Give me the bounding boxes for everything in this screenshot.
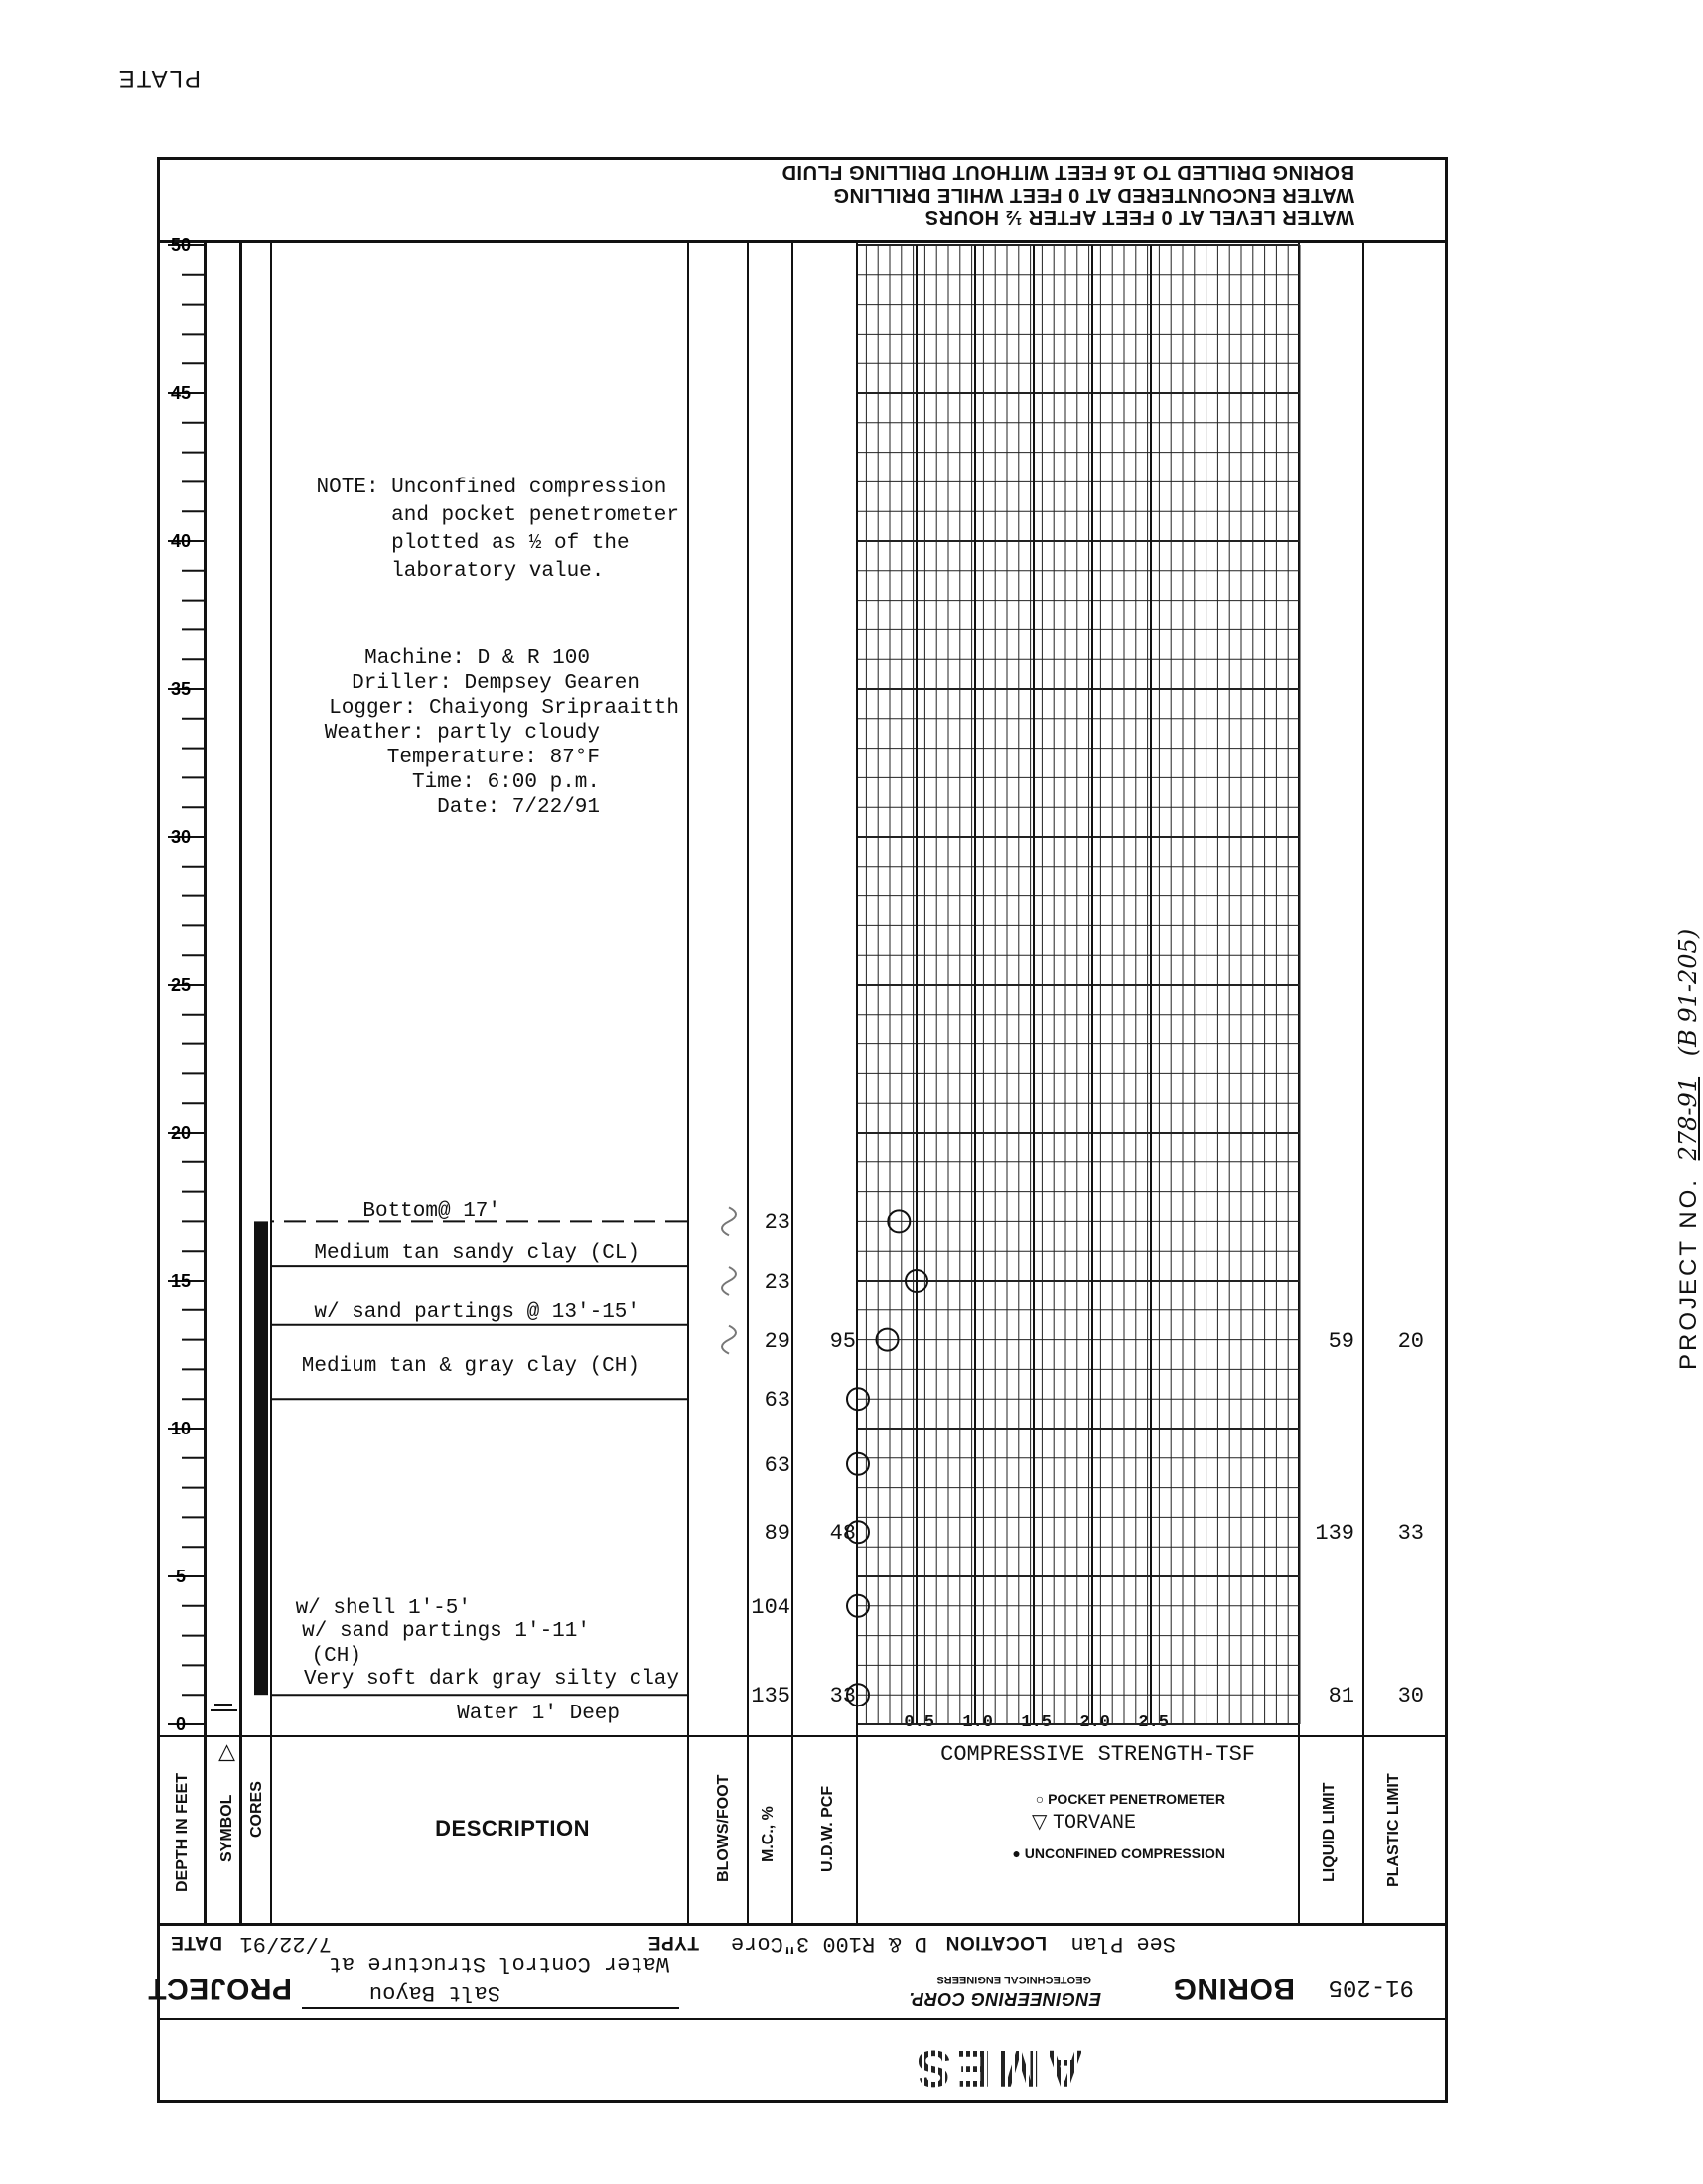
- mc-value: 63: [764, 1388, 790, 1414]
- mc-value: 23: [764, 1270, 790, 1295]
- mc-value: 89: [764, 1521, 790, 1547]
- liquid-limit-header: LIQUID LIMIT: [1321, 1782, 1338, 1882]
- note-temperature: Temperature: 87°F: [386, 747, 600, 769]
- open-circle-icon: ○: [1035, 1791, 1045, 1807]
- note-lab-values: NOTE: Unconfined compression and pocket penetrometer plotted as ½ of the laboratory value.: [316, 477, 679, 583]
- note-weather: Weather: partly cloudy: [324, 722, 600, 745]
- plate-label: PLATE: [116, 66, 201, 92]
- project-no-label: PROJECT NO.: [1675, 1177, 1702, 1370]
- depth-label: 35: [170, 679, 192, 699]
- depth-label: 50: [170, 235, 192, 255]
- symbol-header: SYMBOL: [218, 1794, 235, 1862]
- desc-stratum-1-class: (CH): [311, 1645, 361, 1668]
- boring-drilled-line: BORING DRILLED TO 16 FEET WITHOUT DRILLING FLUID: [781, 161, 1354, 183]
- type-label: TYPE: [647, 1932, 699, 1953]
- project-name-line1: Water Control Structure at: [328, 1951, 669, 1976]
- depth-label: 25: [170, 975, 192, 995]
- description-header: DESCRIPTION: [435, 1816, 590, 1841]
- depth-label: 40: [170, 531, 192, 551]
- desc-stratum-3: Medium tan sandy clay (CL): [314, 1242, 639, 1265]
- desc-water: Water 1' Deep: [457, 1703, 620, 1725]
- udw-value: 95: [829, 1328, 856, 1354]
- depth-label: 45: [170, 383, 192, 403]
- water-encountered-line: WATER ENCOUNTERED AT 0 FEET WHILE DRILLING: [832, 184, 1354, 205]
- boring-label: BORING: [1173, 1973, 1295, 2005]
- note-date: Date: 7/22/91: [437, 796, 600, 819]
- legend-pocket-label: POCKET PENETROMETER: [1048, 1791, 1225, 1807]
- core-bar: [254, 1221, 268, 1695]
- company-name: ENGINEERING CORP.: [908, 1989, 1101, 2009]
- strength-tick-label: 2.5: [1138, 1713, 1169, 1732]
- depth-header: DEPTH IN FEET: [174, 1772, 191, 1892]
- blow-sample-symbol: [722, 1207, 736, 1235]
- water-level-line: WATER LEVEL AT 0 FEET AFTER ½ HOURS: [924, 206, 1354, 228]
- blow-sample-symbol: [722, 1326, 736, 1354]
- note-driller: Driller: Dempsey Gearen: [352, 672, 639, 695]
- triangle-icon: ▽: [1032, 1811, 1048, 1833]
- boring-number: 91-205: [1328, 1974, 1414, 2000]
- plastic-limit-header: PLASTIC LIMIT: [1385, 1773, 1402, 1887]
- mc-value: 104: [751, 1594, 790, 1620]
- mc-value: 63: [764, 1452, 790, 1478]
- strength-tick-label: 2.0: [1079, 1713, 1110, 1732]
- udw-value: 33: [829, 1684, 856, 1709]
- depth-label: 5: [175, 1567, 187, 1586]
- depth-label: 30: [170, 827, 192, 847]
- strength-tick-label: 1.5: [1021, 1713, 1052, 1732]
- note-logger: Logger: Chaiyong Sripraaitth: [329, 697, 679, 720]
- project-no-note: (B 91-205): [1674, 928, 1702, 1057]
- location-value: See Plan: [1070, 1931, 1176, 1956]
- desc-stratum-2: Medium tan & gray clay (CH): [301, 1355, 639, 1378]
- location-label: LOCATION: [945, 1932, 1047, 1953]
- mc-header: M.C., %: [760, 1806, 777, 1862]
- plastic-limit-value: 30: [1397, 1684, 1424, 1709]
- desc-stratum-1-note2: w/ shell 1'-5': [295, 1597, 471, 1620]
- legend-unconfined-label: UNCONFINED COMPRESSION: [1024, 1845, 1225, 1861]
- liquid-limit-value: 139: [1315, 1521, 1354, 1547]
- plastic-limit-value: 33: [1397, 1521, 1424, 1547]
- blows-header: BLOWS/FOOT: [715, 1774, 732, 1882]
- date-label: DATE: [170, 1932, 222, 1953]
- strength-tick-label: 0.5: [904, 1713, 934, 1732]
- depth-label: 15: [170, 1271, 192, 1291]
- liquid-limit-value: 81: [1328, 1684, 1354, 1709]
- date-value: 7/22/91: [239, 1931, 332, 1956]
- liquid-limit-value: 59: [1328, 1328, 1354, 1354]
- company-logo-mark: AMES: [878, 2036, 1116, 2100]
- desc-stratum-2-note: w/ sand partings @ 13'-15': [314, 1301, 639, 1324]
- depth-label: 10: [170, 1419, 192, 1438]
- depth-label: 20: [170, 1123, 192, 1143]
- desc-stratum-1: Very soft dark gray silty clay: [303, 1668, 679, 1691]
- project-label: PROJECT: [147, 1973, 292, 2005]
- project-name-line2: Salt Bayou: [368, 1980, 500, 2005]
- pocket-penetrometer-point: [847, 1453, 869, 1475]
- project-number: [1674, 929, 1703, 1370]
- note-machine: Machine: D & R 100: [364, 647, 590, 670]
- udw-header: U.D.W. PCF: [819, 1785, 836, 1872]
- mc-value: 135: [751, 1684, 790, 1709]
- note-time: Time: 6:00 p.m.: [411, 771, 600, 794]
- strength-header: COMPRESSIVE STRENGTH-TSF: [940, 1742, 1255, 1767]
- desc-bottom: Bottom@ 17': [362, 1200, 500, 1223]
- blow-sample-symbol: [722, 1267, 736, 1295]
- desc-stratum-1-note1: w/ sand partings 1'-11': [302, 1620, 590, 1643]
- symbol-triangle-icon: ▽: [218, 1742, 235, 1767]
- plastic-limit-value: 20: [1397, 1328, 1424, 1354]
- strength-tick-label: 1.0: [962, 1713, 993, 1732]
- legend-torvane-label: TORVANE: [1052, 1812, 1136, 1835]
- mc-value: 29: [764, 1328, 790, 1354]
- udw-value: 48: [829, 1521, 856, 1547]
- filled-circle-icon: ●: [1012, 1845, 1021, 1861]
- cores-header: CORES: [248, 1781, 265, 1838]
- project-no-value: 278-91: [1674, 1076, 1702, 1161]
- company-sub: GEOTECHNICAL ENGINEERS: [936, 1974, 1091, 1985]
- depth-label: 0: [175, 1714, 187, 1734]
- type-value: D & R100 3"Core: [730, 1931, 927, 1956]
- mc-value: 23: [764, 1210, 790, 1236]
